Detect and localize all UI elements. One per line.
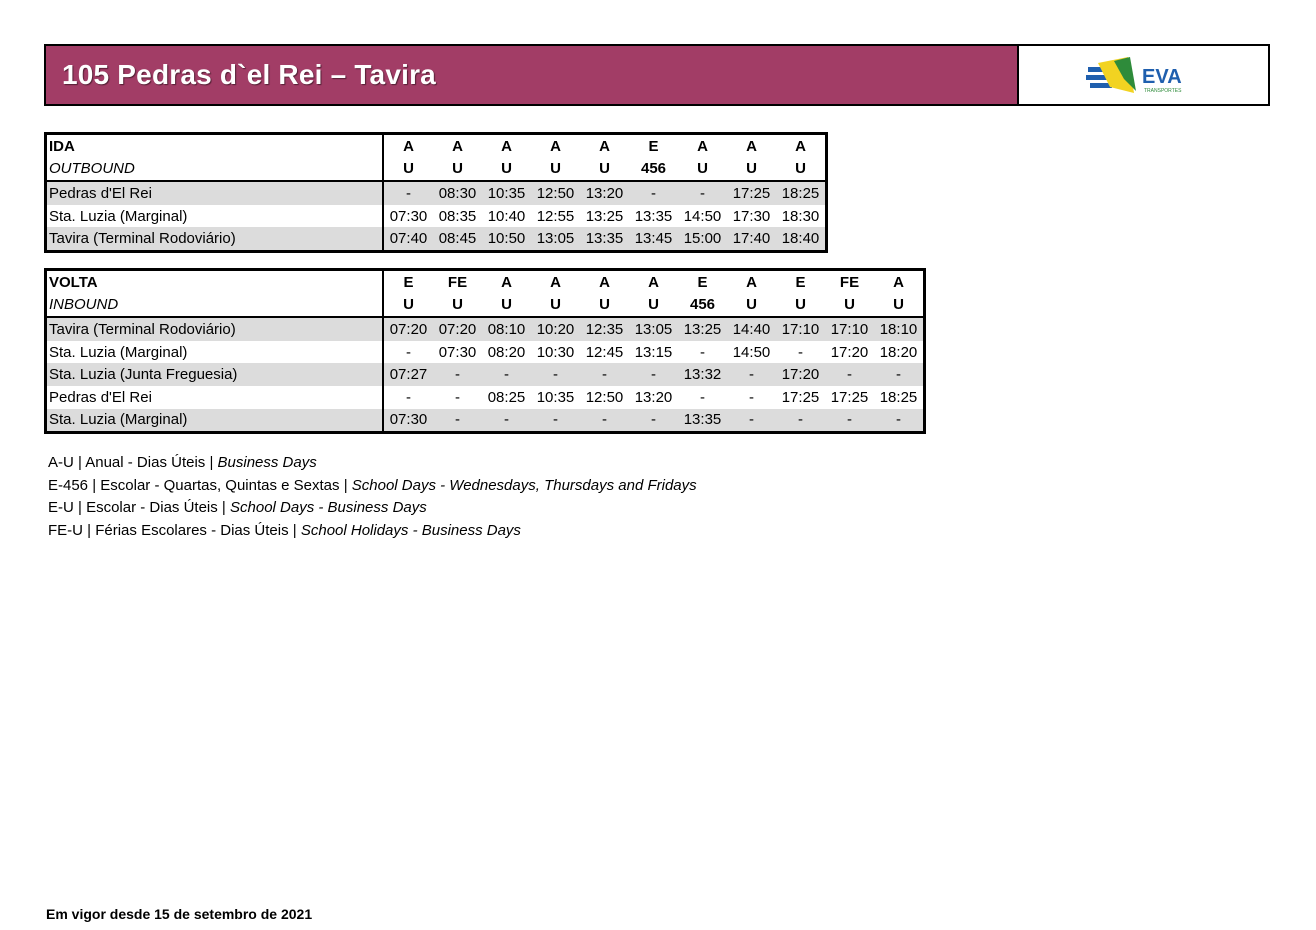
eva-logo-icon xyxy=(1084,53,1204,97)
departure-time: 17:25 xyxy=(781,388,820,406)
stop-name: Sta. Luzia (Marginal) xyxy=(46,409,384,433)
departure-time: - xyxy=(678,181,727,205)
departure-time: - xyxy=(629,181,678,205)
departure-time: 08:25 xyxy=(487,388,526,406)
service-code: A xyxy=(501,273,512,291)
departure-time: - xyxy=(727,363,776,386)
departure-time: 17:20 xyxy=(776,363,825,386)
service-code: A xyxy=(452,137,463,155)
table-row xyxy=(46,409,925,433)
stop-name: Pedras d'El Rei xyxy=(46,181,384,205)
service-days: U xyxy=(531,158,580,182)
departure-time: - xyxy=(531,409,580,433)
departure-time: 13:05 xyxy=(629,317,678,341)
departure-time: - xyxy=(874,409,925,433)
service-days: U xyxy=(874,294,925,318)
departure-time: - xyxy=(455,388,460,406)
departure-time: 17:40 xyxy=(727,227,776,251)
header-row xyxy=(46,158,827,182)
direction-label-en: INBOUND xyxy=(46,294,384,318)
stop-name: Sta. Luzia (Marginal) xyxy=(46,205,384,228)
departure-time: - xyxy=(776,409,825,433)
legend-text-pt: A-U | Anual - Dias Úteis | xyxy=(48,454,218,471)
stop-name: Sta. Luzia (Junta Freguesia) xyxy=(46,363,384,386)
departure-time: 07:20 xyxy=(383,317,433,341)
service-code: A xyxy=(599,273,610,291)
departure-time: 13:35 xyxy=(634,207,673,225)
legend-text-en: School Holidays - Business Days xyxy=(300,521,521,539)
service-code: A xyxy=(746,137,757,155)
table-row xyxy=(46,363,925,386)
departure-time: 13:15 xyxy=(634,343,673,361)
departure-time: 17:10 xyxy=(776,317,825,341)
service-code: A xyxy=(648,273,659,291)
page-title: 105 Pedras d`el Rei – Tavira xyxy=(62,59,436,90)
departure-time: 18:40 xyxy=(776,227,827,251)
departure-time: 10:50 xyxy=(482,227,531,251)
departure-time: 12:50 xyxy=(531,181,580,205)
service-code: A xyxy=(501,137,512,155)
effective-date: Em vigor desde 15 de setembro de 2021 xyxy=(46,906,313,922)
departure-time: 18:25 xyxy=(776,181,827,205)
departure-time: 13:20 xyxy=(634,388,673,406)
departure-time: - xyxy=(798,343,803,361)
departure-time: - xyxy=(727,409,776,433)
departure-time: - xyxy=(629,363,678,386)
departure-time: 07:20 xyxy=(433,317,482,341)
stop-name: Pedras d'El Rei xyxy=(46,386,384,409)
service-code: E xyxy=(648,137,659,155)
departure-time: 14:50 xyxy=(732,343,771,361)
service-days: U xyxy=(776,294,825,318)
header-row xyxy=(46,134,827,158)
service-days: U xyxy=(629,294,678,318)
departure-time: 13:35 xyxy=(580,227,629,251)
service-code: A xyxy=(550,273,561,291)
departure-time: 07:30 xyxy=(438,343,477,361)
departure-time: 17:10 xyxy=(825,317,874,341)
logo-text: EVA xyxy=(1141,66,1182,88)
departure-time: 12:35 xyxy=(580,317,629,341)
departure-time: 13:20 xyxy=(580,181,629,205)
legend-text-pt: E-U | Escolar - Dias Úteis | xyxy=(48,499,230,516)
departure-time: 08:30 xyxy=(433,181,482,205)
service-days: U xyxy=(678,158,727,182)
service-code: E xyxy=(795,273,806,291)
direction-label: VOLTA xyxy=(46,270,384,294)
legend-item xyxy=(48,497,697,520)
departure-time: 18:30 xyxy=(781,207,820,225)
service-code: A xyxy=(550,137,561,155)
header-row xyxy=(46,294,925,318)
stop-name: Tavira (Terminal Rodoviário) xyxy=(46,317,384,341)
departure-time: - xyxy=(580,363,629,386)
table-row xyxy=(46,386,925,409)
service-code: A xyxy=(795,137,806,155)
eva-logo xyxy=(1019,46,1268,104)
legend-text-pt: FE-U | Férias Escolares - Dias Úteis | xyxy=(48,521,301,539)
departure-time: 13:35 xyxy=(678,409,727,433)
departure-time: - xyxy=(700,388,705,406)
departure-time: 10:20 xyxy=(531,317,580,341)
departure-time: 14:50 xyxy=(683,207,722,225)
page-header xyxy=(44,44,1270,106)
departure-time: 17:25 xyxy=(727,181,776,205)
departure-time: 12:50 xyxy=(585,388,624,406)
service-days: U xyxy=(727,158,776,182)
departure-time: 08:35 xyxy=(438,207,477,225)
departure-time: - xyxy=(629,409,678,433)
service-code: E xyxy=(697,273,708,291)
service-days: U xyxy=(383,158,433,182)
service-days: U xyxy=(727,294,776,318)
departure-time: 13:25 xyxy=(585,207,624,225)
departure-time: 13:25 xyxy=(678,317,727,341)
service-days: U xyxy=(776,158,827,182)
service-code: E xyxy=(403,273,414,291)
legend-item xyxy=(48,520,697,543)
service-days: U xyxy=(433,158,482,182)
service-days: U xyxy=(482,294,531,318)
service-days: U xyxy=(482,158,531,182)
departure-time: - xyxy=(825,363,874,386)
service-code: FE xyxy=(839,273,860,291)
departure-time: 08:10 xyxy=(482,317,531,341)
table-row xyxy=(46,181,827,205)
stop-name: Sta. Luzia (Marginal) xyxy=(46,341,384,364)
service-code: A xyxy=(746,273,757,291)
departure-time: 10:30 xyxy=(536,343,575,361)
legend-text-en: School Days - Business Days xyxy=(230,499,427,516)
departure-time: - xyxy=(482,363,531,386)
departure-time: 07:30 xyxy=(383,409,433,433)
title-banner xyxy=(46,46,1019,104)
departure-time: 12:55 xyxy=(536,207,575,225)
departure-time: 12:45 xyxy=(585,343,624,361)
direction-label-en: OUTBOUND xyxy=(46,158,384,182)
inbound-timetable xyxy=(44,268,926,434)
departure-time: - xyxy=(383,181,433,205)
service-days: U xyxy=(580,294,629,318)
departure-time: - xyxy=(433,409,482,433)
service-days: 456 xyxy=(678,294,727,318)
table-row xyxy=(46,205,827,228)
departure-time: 18:20 xyxy=(879,343,918,361)
service-code: A xyxy=(403,137,414,155)
departure-time: 17:25 xyxy=(830,388,869,406)
departure-time: 10:35 xyxy=(536,388,575,406)
departure-time: - xyxy=(749,388,754,406)
header-row xyxy=(46,270,925,294)
departure-time: - xyxy=(406,343,411,361)
table-row xyxy=(46,317,925,341)
direction-label: IDA xyxy=(46,134,384,158)
service-code: FE xyxy=(447,273,468,291)
table-row xyxy=(46,341,925,364)
departure-time: - xyxy=(433,363,482,386)
departure-time: 18:10 xyxy=(874,317,925,341)
departure-time: 15:00 xyxy=(678,227,727,251)
legend-text-en: School Days - Wednesdays, Thursdays and Fridays xyxy=(351,476,697,494)
outbound-timetable xyxy=(44,132,828,253)
departure-time: 10:35 xyxy=(482,181,531,205)
departure-time: - xyxy=(700,343,705,361)
service-code: A xyxy=(697,137,708,155)
departure-time: 18:25 xyxy=(879,388,918,406)
departure-time: 17:20 xyxy=(830,343,869,361)
departure-time: 07:40 xyxy=(383,227,433,251)
service-code: A xyxy=(599,137,610,155)
departure-time: 13:05 xyxy=(531,227,580,251)
departure-time: 10:40 xyxy=(487,207,526,225)
departure-time: - xyxy=(825,409,874,433)
departure-time: - xyxy=(580,409,629,433)
logo-subtext: TRANSPORTES xyxy=(1143,88,1181,94)
departure-time: - xyxy=(874,363,925,386)
service-days: U xyxy=(580,158,629,182)
legend xyxy=(48,452,697,542)
service-days: 456 xyxy=(629,158,678,182)
departure-time: - xyxy=(531,363,580,386)
departure-time: 07:30 xyxy=(389,207,428,225)
table-row xyxy=(46,227,827,251)
departure-time: 07:27 xyxy=(383,363,433,386)
legend-text-en: Business Days xyxy=(217,454,317,471)
stop-name: Tavira (Terminal Rodoviário) xyxy=(46,227,384,251)
departure-time: 13:45 xyxy=(629,227,678,251)
departure-time: 14:40 xyxy=(727,317,776,341)
service-days: U xyxy=(433,294,482,318)
departure-time: - xyxy=(482,409,531,433)
departure-time: - xyxy=(406,388,411,406)
departure-time: 13:32 xyxy=(678,363,727,386)
service-days: U xyxy=(531,294,580,318)
departure-time: 08:45 xyxy=(433,227,482,251)
legend-item xyxy=(48,452,697,475)
legend-text-pt: E-456 | Escolar - Quartas, Quintas e Sextas | xyxy=(48,476,352,494)
service-days: U xyxy=(825,294,874,318)
legend-item xyxy=(48,475,697,498)
service-days: U xyxy=(383,294,433,318)
departure-time: 08:20 xyxy=(487,343,526,361)
service-code: A xyxy=(893,273,904,291)
departure-time: 17:30 xyxy=(732,207,771,225)
